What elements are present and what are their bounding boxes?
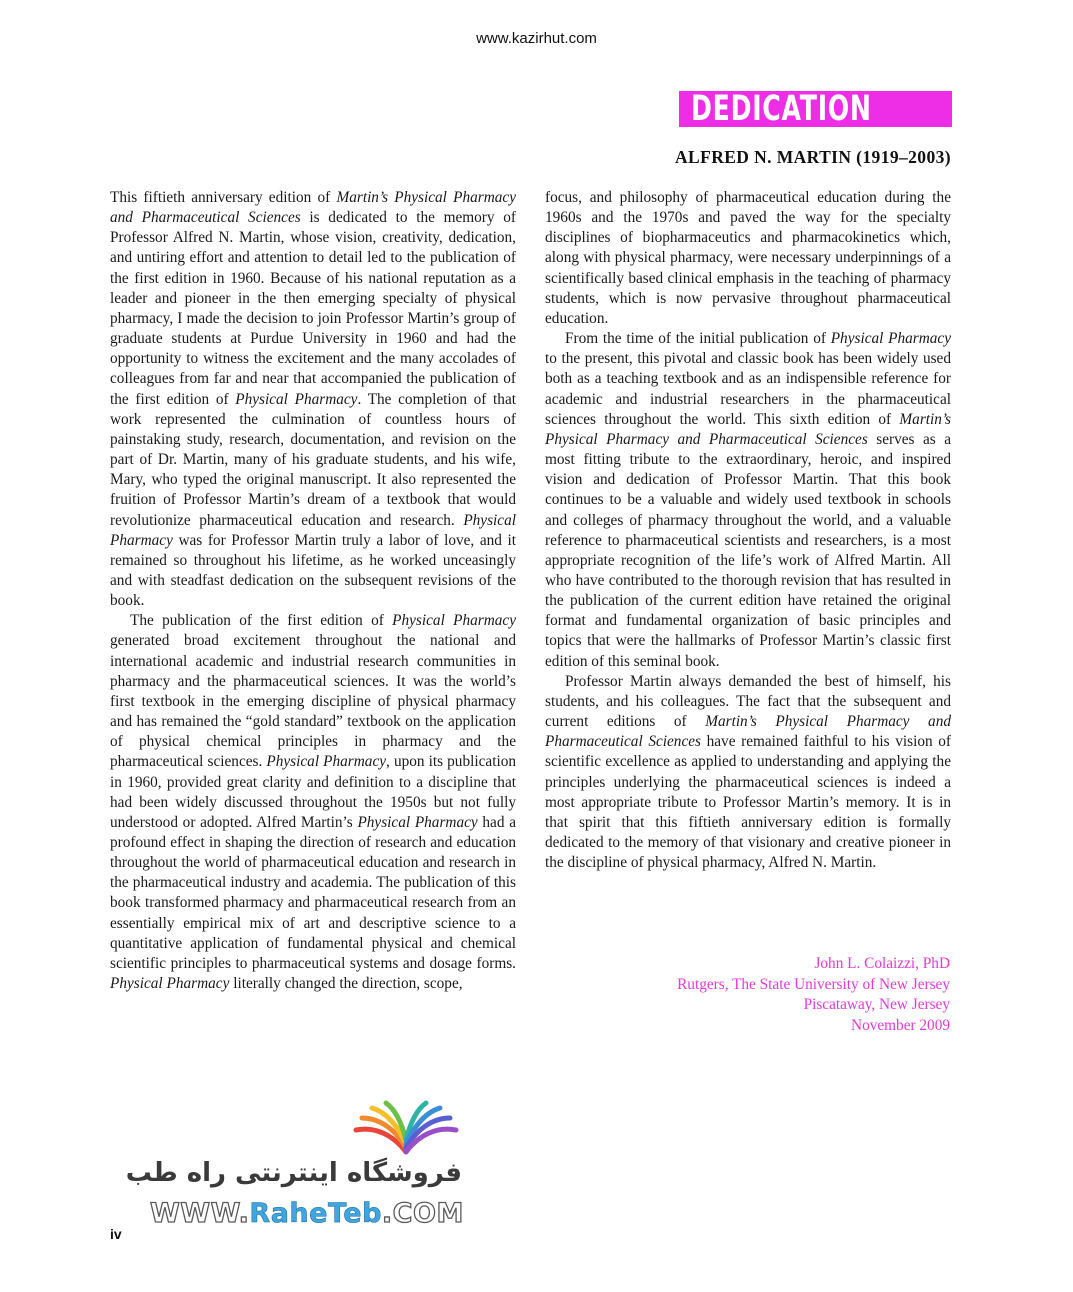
watermark-url-prefix: WWW.: [150, 1198, 250, 1229]
italic-title: Physical Pharmacy: [235, 390, 358, 408]
paragraph: The publication of the first edition of Physical Pharmacy generated broad excitement throughout the national and international academic and industrial research communities in pharmacy and the pharmaceutical sciences. It was the world’s first textbook in the emerging discipline of physical pharmacy and has remained the “gold standard” textbook on the application of physical chemical principles in pharmacy and the pharmaceutical sciences. Physical Pharmacy, upon its publication in 1960, provided great clarity and definition to a discipline that had been widely discussed throughout the 1950s but not fully understood or adopted. Alfred Martin’s Physical Pharmacy had a profound effect in shaping the direction of research and education throughout the world of pharmaceutical education and research in the pharmaceutical industry and academia. The publication of this book transformed pharmacy and pharmaceutical research from an essentially empirical mix of art and descriptive science to a quantitative application of fundamental physical and chemical scientific principles to pharmaceutical systems and dosage forms. Physical Pharmacy literally changed the direction, scope,: [110, 612, 516, 993]
italic-title: Physical Pharmacy: [266, 753, 387, 771]
italic-title: Martin’s Physical Pharmacy and Pharmaceutical Sciences: [110, 189, 516, 227]
open-book-icon: [350, 1100, 462, 1156]
italic-title: Physical Pharmacy: [392, 612, 516, 630]
italic-title: Physical Pharmacy: [357, 813, 478, 831]
watermark-url-suffix: .COM: [381, 1198, 464, 1229]
paragraph: Professor Martin always demanded the best of himself, his students, and his colleagues. The fact that the subsequent and current editions of Martin’s Physical Pharmacy and Pharmaceutical Sciences have remained faithful to his vision of scientific excellence as applied to understanding and applying the principles underlying the pharmaceutical sciences is indeed a most appropriate tribute to Professor Martin’s memory. It is in that spirit that this fiftieth anniversary edition is formally dedicated to the memory of that visionary and creative pioneer in the discipline of physical pharmacy, Alfred N. Martin.: [545, 672, 952, 872]
watermark-url: [150, 1198, 462, 1229]
watermark-persian-text: فروشگاه اینترنتی راه طب: [125, 1158, 462, 1188]
italic-title: Martin’s Physical Pharmacy and Pharmaceutical Sciences: [545, 713, 951, 751]
paragraph: focus, and philosophy of pharmaceutical education during the 1960s and the 1970s and paved the way for the specialty disciplines of biopharmaceutics and pharmacokinetics which, along with physical pharmacy, were necessary underpinnings of a scientifically based clinical emphasis in the teaching of pharmacy students, which is now pervasive throughout pharmaceutical education.: [545, 189, 951, 327]
italic-title: Martin’s Physical Pharmacy and Pharmaceutical Sciences: [545, 410, 951, 448]
italic-title: Physical Pharmacy: [830, 330, 951, 348]
page-number: iv: [110, 1226, 122, 1242]
signature-block: [677, 954, 950, 1036]
section-title: DEDICATION: [690, 89, 872, 129]
right-column: [545, 188, 951, 873]
watermark-url-brand: RaheTeb: [249, 1198, 382, 1229]
signature-name: John L. Colaizzi, PhD: [814, 955, 950, 972]
dedication-subtitle: ALFRED N. MARTIN (1919–2003): [675, 147, 951, 167]
italic-title: Physical Pharmacy: [110, 511, 516, 549]
paragraph: From the time of the initial publication of Physical Pharmacy to the present, this pivotal and classic book has been widely used both as a teaching textbook and as an indispensible reference for academic and industrial researchers in the pharmaceutical sciences throughout the world. This sixth edition of Martin’s Physical Pharmacy and Pharmaceutical Sciences serves as a most fitting tribute to the extraordinary, heroic, and inspired vision and dedication of Professor Martin. That this book continues to be a valuable and widely used textbook in schools and colleges of pharmacy throughout the world, and a valuable reference to pharmaceutical scientists and researchers, is a most appropriate recognition of the life’s work of Alfred Martin. All who have contributed to the thorough revision that has resulted in the publication of the current edition have retained the original format and fundamental organization of basic principles and topics that were the hallmarks of Professor Martin’s classic first edition of this seminal book.: [545, 330, 951, 670]
signature-institution: Rutgers, The State University of New Jersey: [677, 975, 950, 993]
left-column: [110, 188, 516, 994]
paragraph: This fiftieth anniversary edition of Martin’s Physical Pharmacy and Pharmaceutical Sciences is dedicated to the memory of Professor Alfred N. Martin, whose vision, creativity, dedication, and untiring effort and attention to detail led to the publication of the first edition in 1960. Because of his national reputation as a leader and pioneer in the then emerging specialty of physical pharmacy, I made the decision to join Professor Martin’s group of graduate students at Purdue University in 1960 and had the opportunity to witness the excitement and the many accolades of colleagues from far and near that accompanied the publication of the first edition of Physical Pharmacy. The completion of that work represented the culmination of countless hours of painstaking study, research, documentation, and revision on the part of Dr. Martin, many of his graduate students, and his wife, Mary, who typed the original manuscript. It also represented the fruition of Professor Martin’s dream of a textbook that would revolutionize pharmaceutical education and research. Physical Pharmacy was for Professor Martin truly a labor of love, and it remained so throughout his lifetime, as he worked unceasingly and with steadfast dedication on the subsequent revisions of the book.: [110, 189, 516, 610]
italic-title: Physical Pharmacy: [110, 975, 230, 993]
site-url[interactable]: www.kazirhut.com: [476, 30, 597, 47]
section-banner: [679, 91, 952, 127]
signature-date: November 2009: [851, 1016, 950, 1034]
watermark: [125, 1100, 464, 1230]
signature-location: Piscataway, New Jersey: [803, 996, 950, 1013]
